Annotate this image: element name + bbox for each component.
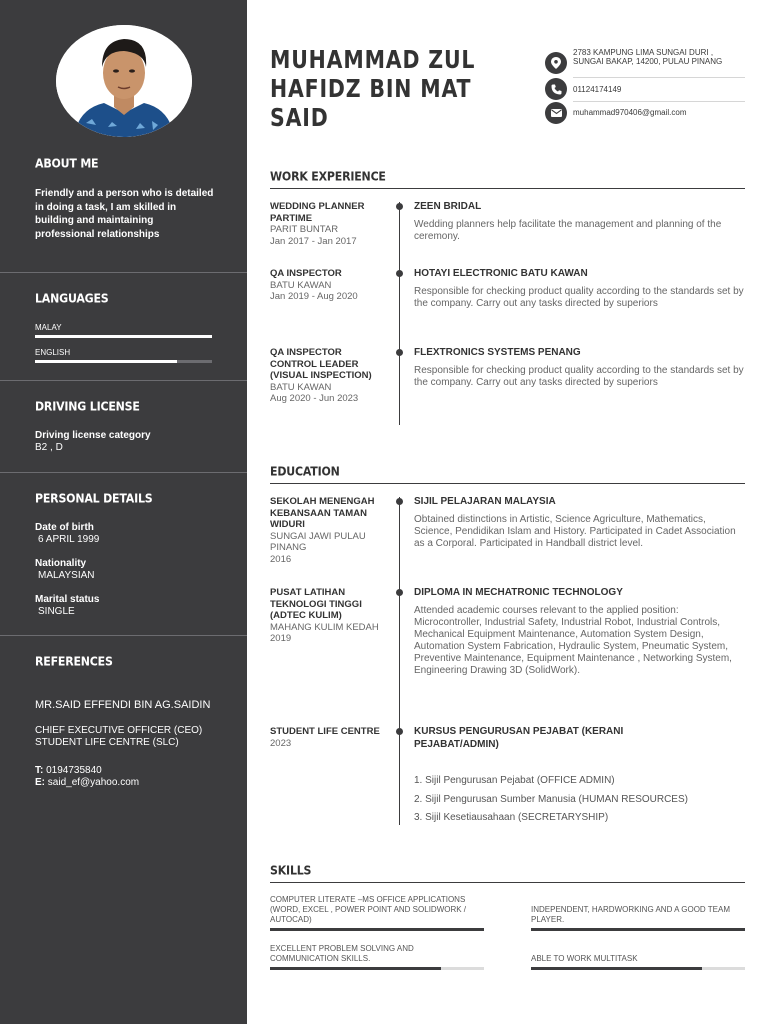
company-name: HOTAYI ELECTRONIC BATU KAWAN bbox=[414, 268, 588, 279]
language-level-fill bbox=[35, 335, 212, 338]
company-name: FLEXTRONICS SYSTEMS PENANG bbox=[414, 347, 581, 358]
timeline-dot bbox=[396, 270, 403, 277]
license-value: B2 , D bbox=[35, 442, 63, 453]
education-item-left bbox=[270, 726, 382, 749]
work-item-left bbox=[270, 347, 382, 405]
timeline-dot bbox=[396, 349, 403, 356]
school-name: PUSAT LATIHAN TEKNOLOGI TINGGI (ADTEC KULIM) bbox=[270, 587, 362, 621]
language-name: MALAY bbox=[35, 323, 62, 332]
course-list-item: 3. Sijil Kesetiausahaan (SECRETARYSHIP) bbox=[414, 812, 609, 823]
school-name: STUDENT LIFE CENTRE bbox=[270, 726, 380, 737]
job-description: Wedding planners help facilitate the management and planning of the ceremony. bbox=[414, 219, 722, 242]
school-location: MAHANG KULIM KEDAH bbox=[270, 621, 379, 633]
nationality-value: MALAYSIAN bbox=[38, 570, 95, 581]
sidebar-divider bbox=[0, 272, 247, 273]
language-name: ENGLISH bbox=[35, 348, 71, 357]
work-item-right bbox=[414, 346, 744, 389]
sidebar bbox=[0, 0, 247, 1024]
driving-license-heading: DRIVING LICENSE bbox=[35, 399, 140, 414]
section-rule bbox=[270, 188, 745, 189]
section-rule bbox=[270, 483, 745, 484]
phone-icon bbox=[545, 78, 567, 100]
job-role: WEDDING PLANNER PARTIME bbox=[270, 201, 365, 224]
qualification-description: Attended academic courses relevant to the applied position: Microcontroller, Industrial Safety, Industrial Robot, Industrial Controls, Mechanical Equipment Maintenance, Automation System Design, Automation System Fabrication, Hydraulic System, Pneumatic System, Preventive Maintenance, Equipment Maintenance , Networking System, Engineering Drawing 3D (SolidWork). bbox=[414, 605, 732, 676]
course-list-item: 2. Sijil Pengurusan Sumber Manusia (HUMAN RESOURCES) bbox=[414, 794, 688, 805]
marital-status-label: Marital status bbox=[35, 594, 100, 605]
course-list-item: 1. Sijil Pengurusan Pejabat (OFFICE ADMIN) bbox=[414, 775, 615, 786]
reference-email-label: E: bbox=[35, 777, 45, 788]
job-location: PARIT BUNTAR bbox=[270, 224, 339, 235]
school-year: 2019 bbox=[270, 633, 292, 644]
education-timeline bbox=[399, 497, 400, 825]
job-description: Responsible for checking product quality according to the standards set by the company. Carry out any tasks directed by superiors bbox=[414, 365, 744, 388]
language-level-bar bbox=[35, 360, 212, 363]
reference-phone-label: T: bbox=[35, 765, 44, 776]
personal-details-heading: PERSONAL DETAILS bbox=[35, 491, 153, 506]
qualification-description: Obtained distinctions in Artistic, Science Agriculture, Mathematics, Science, Pendidikan Islam and History. Participated in Cadet Association as a Corporal. Participated in Handball district level. bbox=[414, 514, 736, 549]
school-year: 2023 bbox=[270, 737, 292, 749]
work-item-right bbox=[414, 200, 744, 243]
candidate-name: MUHAMMAD ZUL HAFIDZ BIN MAT SAID bbox=[270, 45, 476, 132]
sidebar-divider bbox=[0, 472, 247, 473]
dob-label: Date of birth bbox=[35, 522, 94, 533]
skills-heading: SKILLS bbox=[270, 863, 312, 878]
skill-level-fill bbox=[531, 967, 702, 970]
work-experience-heading: WORK EXPERIENCE bbox=[270, 169, 386, 184]
reference-email-value: said_ef@yahoo.com bbox=[47, 777, 140, 788]
reference-email bbox=[35, 776, 139, 790]
reference-position: CHIEF EXECUTIVE OFFICER (CEO) STUDENT LIFE CENTRE (SLC) bbox=[35, 725, 203, 748]
location-pin-icon bbox=[545, 52, 567, 74]
timeline-dot bbox=[396, 728, 403, 735]
education-item-left bbox=[270, 496, 382, 565]
contact-divider bbox=[573, 101, 745, 102]
skill-text: COMPUTER LITERATE –MS OFFICE APPLICATIONS (WORD, EXCEL , POWER POINT AND SOLIDWORK / AUTOCAD) bbox=[270, 895, 467, 924]
job-description: Responsible for checking product quality according to the standards set by the company. Carry out any tasks directed by superiors bbox=[414, 286, 744, 309]
section-rule bbox=[270, 882, 745, 883]
license-label: Driving license category bbox=[35, 430, 151, 441]
marital-status-value: SINGLE bbox=[38, 606, 75, 617]
job-location: BATU KAWAN bbox=[270, 381, 332, 393]
education-item-right bbox=[414, 725, 694, 751]
skill-level-bar bbox=[531, 928, 745, 931]
school-location: SUNGAI JAWI PULAU PINANG bbox=[270, 530, 366, 553]
skill-level-fill bbox=[270, 967, 441, 970]
dob-value: 6 APRIL 1999 bbox=[38, 534, 100, 545]
profile-photo bbox=[56, 25, 192, 137]
qualification-title: DIPLOMA IN MECHATRONIC TECHNOLOGY bbox=[414, 587, 623, 598]
qualification-title: SIJIL PELAJARAN MALAYSIA bbox=[414, 496, 556, 507]
sidebar-divider bbox=[0, 380, 247, 381]
qualification-title: KURSUS PENGURUSAN PEJABAT (KERANI PEJABAT/ADMIN) bbox=[414, 726, 624, 750]
timeline-dot bbox=[396, 203, 403, 210]
sidebar-divider bbox=[0, 635, 247, 636]
timeline-dot bbox=[396, 589, 403, 596]
job-role: QA INSPECTOR bbox=[270, 268, 342, 279]
language-level-fill bbox=[35, 360, 177, 363]
contact-divider bbox=[573, 77, 745, 78]
education-item-left bbox=[270, 587, 382, 645]
address-text: 2783 KAMPUNG LIMA SUNGAI DURI , SUNGAI BAKAP, 14200, PULAU PINANG bbox=[573, 48, 723, 66]
work-item-left bbox=[270, 201, 382, 247]
about-me-text: Friendly and a person who is detailed in doing a task, I am skilled in building and maintaining professional relationships bbox=[35, 188, 214, 240]
skill-level-bar bbox=[270, 928, 484, 931]
skill-level-bar bbox=[531, 967, 745, 970]
references-heading: REFERENCES bbox=[35, 654, 113, 669]
phone-text: 01124174149 bbox=[573, 85, 622, 94]
work-timeline bbox=[399, 202, 400, 425]
skill-text: ABLE TO WORK MULTITASK bbox=[531, 954, 638, 963]
skill-text: EXCELLENT PROBLEM SOLVING AND COMMUNICATION SKILLS. bbox=[270, 944, 414, 963]
education-heading: EDUCATION bbox=[270, 464, 340, 479]
reference-name: MR.SAID EFFENDI BIN AG.SAIDIN bbox=[35, 699, 211, 711]
about-me-heading: ABOUT ME bbox=[35, 156, 99, 171]
education-item-right bbox=[414, 495, 744, 550]
email-icon bbox=[545, 102, 567, 124]
job-dates: Jan 2017 - Jan 2017 bbox=[270, 235, 357, 247]
language-level-bar bbox=[35, 335, 212, 338]
work-item-left bbox=[270, 268, 382, 303]
education-item-right bbox=[414, 586, 744, 677]
skill-text: INDEPENDENT, HARDWORKING AND A GOOD TEAM PLAYER. bbox=[531, 905, 730, 924]
skill-level-fill bbox=[270, 928, 484, 931]
job-role: QA INSPECTOR CONTROL LEADER (VISUAL INSPECTION) bbox=[270, 347, 372, 381]
skill-level-bar bbox=[270, 967, 484, 970]
work-item-right bbox=[414, 267, 744, 310]
company-name: ZEEN BRIDAL bbox=[414, 201, 482, 212]
school-name: SEKOLAH MENENGAH KEBANSAAN TAMAN WIDURI bbox=[270, 496, 375, 530]
reference-phone-value: 0194735840 bbox=[46, 765, 102, 776]
job-dates: Aug 2020 - Jun 2023 bbox=[270, 393, 359, 404]
school-year: 2016 bbox=[270, 553, 292, 565]
timeline-dot bbox=[396, 498, 403, 505]
nationality-label: Nationality bbox=[35, 558, 87, 569]
job-location: BATU KAWAN bbox=[270, 279, 332, 291]
languages-heading: LANGUAGES bbox=[35, 291, 109, 306]
email-text: muhammad970406@gmail.com bbox=[573, 108, 687, 117]
job-dates: Jan 2019 - Aug 2020 bbox=[270, 291, 358, 302]
skill-level-fill bbox=[531, 928, 745, 931]
